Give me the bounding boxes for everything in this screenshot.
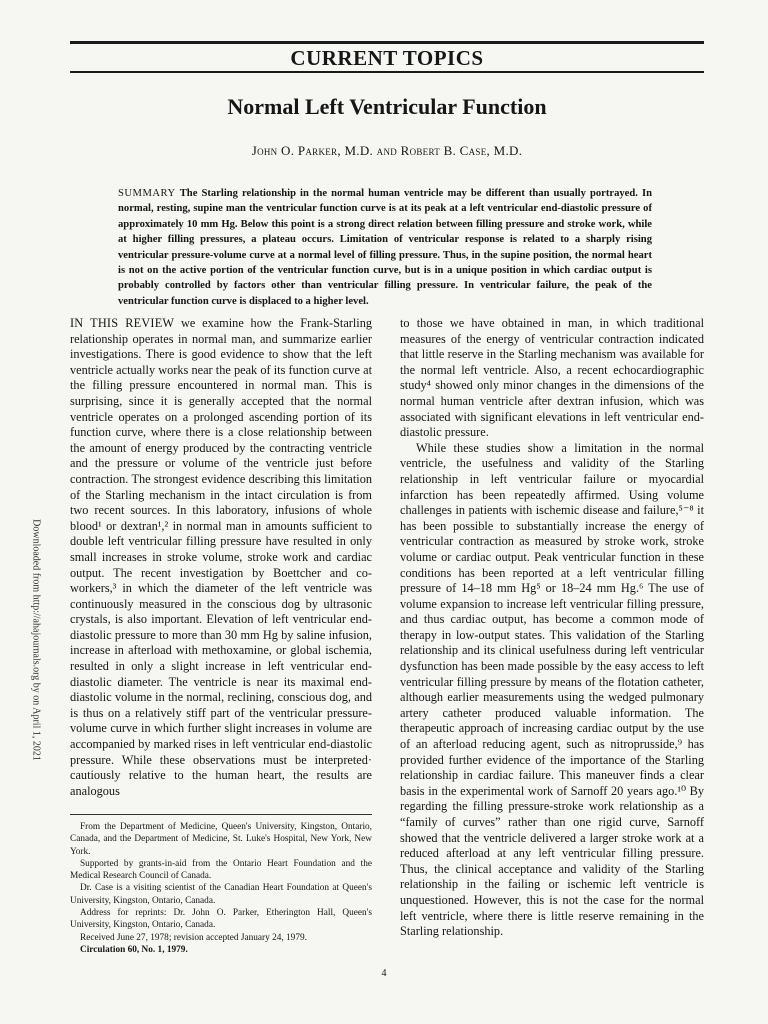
paragraph-text: we examine how the Frank-Starling relationship operates in normal man, and summarize earlier investigations. There is good evidence to show that the left ventricle actually works near the peak of its function curve at the filling pressure encountered in normal man. This is surprising, since it is generally accepted that the normal ventricle operates on a prolonged ascending portion of its function curve, where there is a close relationship between the amount of energy produced by the contracting ventricle and the pressure or volume of the ventricle just before contraction. The strongest evidence describing this limitation of the Starling mechanism in the intact circulation is from two recent sources. In this laboratory, infusions of whole blood¹ or dextran¹,² in normal man in amounts sufficient to double left ventricular filling pressure have resulted in only small increases in stroke volume, stroke work and cardiac output. The recent investigation by Boettcher and co-workers,³ in which the diameter of the left ventricle was continuously measured in the conscious dog by ultrasonic crystals, is also important. Elevation of left ventricular end-diastolic pressure to more than 30 mm Hg by saline infusion, increase in afterload with methoxamine, or global ischemia, resulted in only a slight increase in left ventricular end-diastolic diameter. The ventricle is near its maximal end-diastolic volume in the normal, reclining, conscious dog, and is thus on a relatively stiff part of the ventricular pressure-volume curve in which further slight increases in volume are accompanied by marked rises in left ventricular end-diastolic pressure. While these observations must be interpreted· cautiously relative to the human heart, the results are analogous (70, 316, 373, 798)
page-number: 4 (381, 968, 387, 979)
body-paragraph (70, 316, 372, 799)
body-paragraph: While these studies show a limitation in the normal ventricle, the usefulness and validity of the Starling relationship in left ventricular failure or myocardial infarction has been repeatedly affirmed. Using volume challenges in patients with ischemic disease and failure,⁵⁻⁸ it has been possible to substantially increase the energy of ventricular contraction as measured by stroke work, stroke volume or cardiac output. Peak ventricular function in these conditions has been reported at a left ventricular filling pressure of 14–18 mm Hg⁵ or 18–24 mm Hg.⁶ The use of volume expansion to increase left ventricular filling pressure, and thus cardiac output, has become a common mode of therapy in low-output states. This validation of the Starling relationship and its clinical usefulness during left ventricular dysfunction has been made possible by the easy access to left ventricular filling pressure by means of the flotation catheter, although earlier measurements using the wedged pulmonary artery catheter produced valuable information. The therapeutic approach of increasing cardiac output by the use of an afterload reducing agent, such as nitroprusside,⁹ has provided further evidence of the importance of the Starling relationship in cardiac failure. This maneuver finds a clear basis in the experimental work of Sarnoff 20 years ago.¹⁰ By regarding the filling pressure-stroke work relationship as a “family of curves” rather than one rigid curve, Sarnoff showed that the ventricle delivered a larger stroke work at a reduced afterload at any left ventricular filling pressure. Thus, the clinical acceptance and validity of the Starling relationship in the failing or ischemic left ventricle is unquestioned. However, this is not the case for the normal left ventricle, where there is little reserve remaining in the Starling relationship. (400, 440, 704, 939)
footnote-support: Supported by grants-in-aid from the Ontario Heart Foundation and the Medical Research Council of Canada. (70, 858, 372, 882)
summary-block (118, 186, 652, 309)
heading-rule (70, 71, 704, 73)
footnote-received: Received June 27, 1978; revision accepted January 24, 1979. (80, 932, 307, 943)
author-line: John O. Parker, M.D. and Robert B. Case, M.D. (251, 143, 523, 158)
summary-text: The Starling relationship in the normal human ventricle may be different than usually portrayed. In normal, resting, supine man the ventricular function curve is at its peak at a left ventricular end-diastolic pressure of approximately 10 mm Hg. Below this point is a strong direct relation between filling pressure and stroke work, while at higher filling pressures, a plateau occurs. Limitation of ventricular response is related to a sharply rising ventricular pressure-volume curve at a normal level of filling pressure. Thus, in the supine position, the normal heart is not on the active portion of the ventricular function curve, but is in a unique position in which cardiac output is probably controlled by factors other than ventricular filling pressure. In ventricular failure, the peak of the ventricular function curve is displaced to a higher level. (118, 188, 652, 307)
footnote-affiliation: From the Department of Medicine, Queen's University, Kingston, Ontario, Canada, and the Department of Medicine, St. Luke's Hospital, New York, New York. (70, 822, 372, 857)
footnotes (70, 814, 372, 956)
summary-label: SUMMARY (118, 188, 176, 199)
footnote-reprints: Address for reprints: Dr. John O. Parker, Etherington Hall, Queen's University, Kingston, Ontario, Canada. (70, 908, 372, 931)
footnote-visiting: Dr. Case is a visiting scientist of the Canadian Heart Foundation at Queen's University, Kingston, Ontario, Canada. (70, 883, 372, 906)
article-title: Normal Left Ventricular Function (227, 94, 547, 119)
intro-caps: IN THIS REVIEW (70, 316, 175, 330)
section-heading: CURRENT TOPICS (290, 46, 484, 70)
body-paragraph: to those we have obtained in man, in which traditional measures of the energy of ventricular contraction indicated that little reserve in the Starling mechanism was available for the normal left ventricle. Also, a recent echocardiographic study⁴ showed only minor changes in the dimensions of the normal human ventricle after dextran infusion, which was associated with significant elevations in left ventricular end-diastolic pressure. (400, 316, 704, 440)
right-column (400, 316, 704, 940)
left-column (70, 316, 372, 799)
footnote-citation: Circulation 60, No. 1, 1979. (80, 944, 188, 955)
download-watermark: Downloaded from http://ahajournals.org by on April 1, 2021 (30, 519, 42, 761)
